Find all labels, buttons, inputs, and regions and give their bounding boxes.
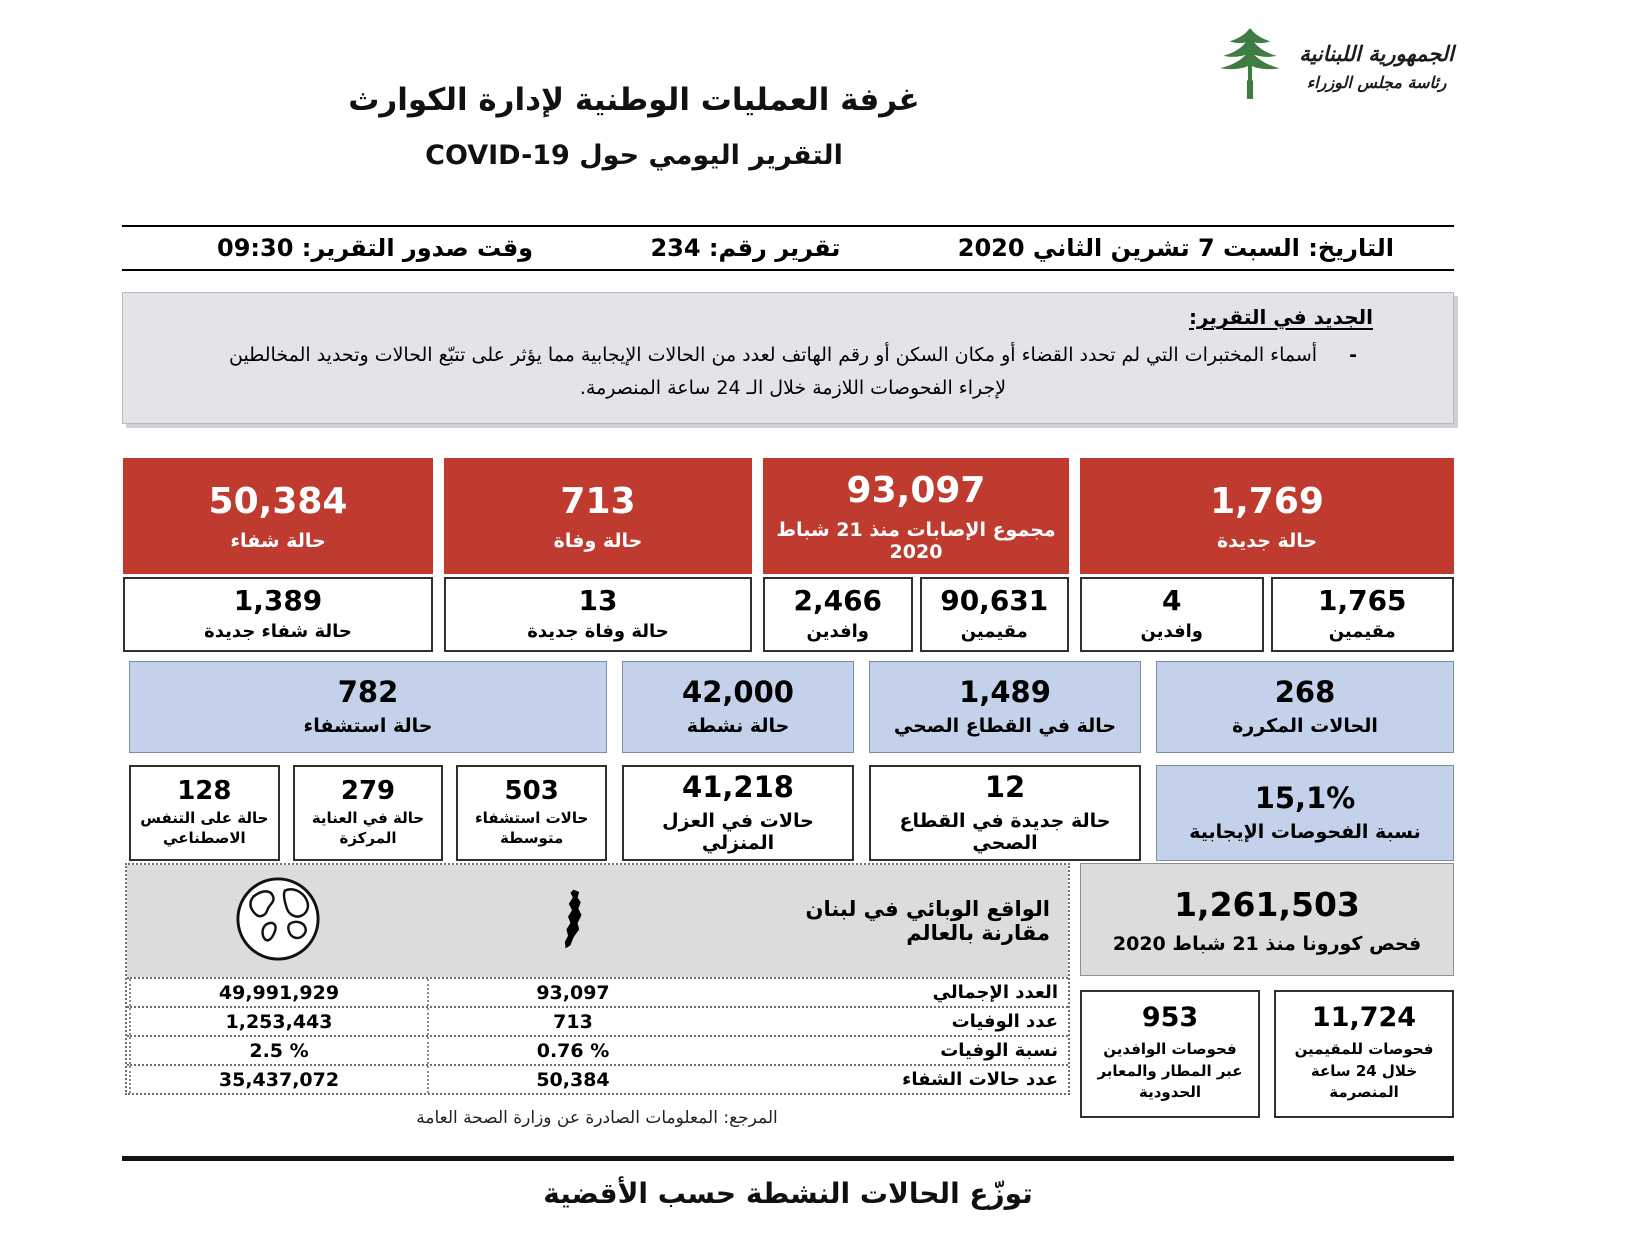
stat-label: حالة في القطاع الصحي <box>893 714 1117 737</box>
table-row-total <box>127 977 1068 1006</box>
hospitalized-cases-box <box>129 661 607 753</box>
deaths-header <box>444 458 752 574</box>
row-label: عدد حالات الشفاء <box>902 1069 1058 1090</box>
stat-label: مقيمين <box>1328 621 1396 642</box>
stat-value: 50,384 <box>208 480 348 522</box>
stat-value: 268 <box>1274 675 1336 710</box>
new-cases-breakdown <box>1080 577 1454 652</box>
stat-value: 13 <box>578 584 618 617</box>
world-value: 2.5 % <box>129 1037 427 1064</box>
table-row-recoveries <box>127 1064 1068 1093</box>
world-comparison-table <box>125 863 1070 1095</box>
total-cases-header <box>763 458 1069 574</box>
total-tests-box <box>1080 863 1454 976</box>
home-isolation-box <box>622 765 854 861</box>
world-value: 49,991,929 <box>129 979 427 1006</box>
world-value: 35,437,072 <box>129 1066 427 1093</box>
logo-line-presidency: رئاسة مجلس الوزراء <box>1306 72 1447 92</box>
stat-label: وافدين <box>806 621 869 642</box>
row-label: عدد الوفيات <box>951 1011 1058 1032</box>
stat-label: حالة وفاة جديدة <box>527 621 669 642</box>
stat-label: حالة نشطة <box>686 714 790 737</box>
stat-value: 503 <box>504 776 559 806</box>
stat-label: حالات استشفاء متوسطة <box>475 809 589 847</box>
moderate-hospitalization-cell <box>456 765 607 861</box>
stat-label: حالة شفاء جديدة <box>204 621 352 642</box>
card-new-cases <box>1080 458 1454 652</box>
repeated-cases-box <box>1156 661 1454 753</box>
stat-value: 1,261,503 <box>1174 884 1360 924</box>
positive-rate-box <box>1156 765 1454 861</box>
logo-line-republic: الجمهورية اللبنانية <box>1299 40 1454 66</box>
stat-value: 713 <box>560 480 636 522</box>
stat-label: حالة وفاة <box>553 529 643 552</box>
logo-calligraphy <box>1299 41 1454 92</box>
total-cases-breakdown <box>763 577 1069 652</box>
resident-tests-box <box>1274 990 1454 1118</box>
lebanon-value: 0.76 % <box>427 1037 717 1064</box>
reference-note: المرجع: المعلومات الصادرة عن وزارة الصحة العامة <box>416 1108 778 1128</box>
world-comparison-column <box>124 863 1070 1128</box>
stat-value: 11,724 <box>1311 1001 1417 1033</box>
stat-value: 41,218 <box>682 770 794 805</box>
residents-cell <box>920 577 1070 652</box>
icu-cell <box>293 765 444 861</box>
cedar-tree-icon <box>1217 26 1283 106</box>
stat-value: 782 <box>337 675 399 710</box>
bullet-dash: - <box>1349 344 1358 366</box>
lebanon-map-icon <box>557 888 587 954</box>
report-header <box>122 0 1454 205</box>
stat-label: حالة في العناية المركزة <box>311 809 425 847</box>
new-deaths-cell <box>444 577 752 652</box>
new-in-report-title: الجديد في التقرير: <box>1189 305 1373 329</box>
stat-value: 953 <box>1141 1001 1199 1033</box>
stat-label: حالة على التنفس الاصطناعي <box>140 809 269 847</box>
stat-value: 12 <box>984 770 1026 805</box>
stat-value: 90,631 <box>940 584 1049 617</box>
report-date: التاريخ: السبت 7 تشرين الثاني 2020 <box>957 234 1394 262</box>
stat-value: 4 <box>1162 584 1182 617</box>
new-recoveries-cell <box>123 577 433 652</box>
recoveries-breakdown <box>123 577 433 652</box>
stat-label: نسبة الفحوصات الإيجابية <box>1189 820 1421 843</box>
world-table-header <box>127 865 1068 977</box>
stat-value: 93,097 <box>846 469 986 511</box>
health-sector-cases-box <box>869 661 1141 753</box>
secondary-stat-grid <box>122 661 1454 861</box>
stat-label: حالة جديدة في القطاع الصحي <box>899 809 1111 854</box>
stat-label: حالة شفاء <box>230 529 326 552</box>
page-subtitle: التقرير اليومي حول COVID-19 <box>425 140 843 171</box>
stat-label: مجموع الإصابات منذ 21 شباط 2020 <box>776 518 1056 563</box>
arrivals-cell <box>763 577 913 652</box>
new-in-report-bullet <box>183 339 1373 406</box>
lebanon-column-header <box>427 865 717 977</box>
table-row-death-rate <box>127 1035 1068 1064</box>
card-recoveries <box>123 458 433 652</box>
world-value: 1,253,443 <box>129 1008 427 1035</box>
world-column-header <box>129 865 427 977</box>
stat-label: حالة جديدة <box>1216 529 1318 552</box>
lebanon-value: 50,384 <box>427 1066 717 1093</box>
page-title: غرفة العمليات الوطنية لإدارة الكوارث <box>348 82 920 118</box>
stat-value: 1,769 <box>1210 480 1324 522</box>
report-content <box>122 0 1454 1210</box>
new-health-sector-cases-box <box>869 765 1141 861</box>
stat-value: 128 <box>177 776 232 806</box>
stat-value: 15,1% <box>1254 781 1356 816</box>
new-in-report-box <box>122 292 1454 424</box>
arrivals-cell <box>1080 577 1264 652</box>
arrival-tests-box <box>1080 990 1260 1118</box>
recoveries-header <box>123 458 433 574</box>
stat-value: 1,389 <box>233 584 323 617</box>
hospitalization-breakdown <box>129 765 607 861</box>
stat-value: 1,489 <box>959 675 1051 710</box>
stat-label: وافدين <box>1140 621 1203 642</box>
table-row-deaths <box>127 1006 1068 1035</box>
stat-label: فحوصات للمقيمين خلال 24 ساعة المنصرمة <box>1294 1039 1434 1102</box>
bullet-text: أسماء المختبرات التي لم تحدد القضاء أو مكان السكن أو رقم الهاتف لعدد من الحالات الإيجابية مما يؤثر على تتبّع الحالات وتحديد المخالطين لإجراء الفحوصات اللازمة خلال الـ 24 ساعة المنصرمة. <box>228 344 1318 400</box>
stat-label: فحص كورونا منذ 21 شباط 2020 <box>1112 932 1422 955</box>
tests-breakdown-row <box>1080 990 1454 1118</box>
active-cases-box <box>622 661 854 753</box>
footer-section-title: توزّع الحالات النشطة حسب الأقضية <box>543 1177 1033 1210</box>
stat-value: 279 <box>340 776 396 806</box>
stat-value: 1,765 <box>1317 584 1407 617</box>
new-cases-header <box>1080 458 1454 574</box>
report-time: وقت صدور التقرير: 09:30 <box>217 234 534 262</box>
globe-icon <box>234 875 322 967</box>
lebanon-value: 713 <box>427 1008 717 1035</box>
deaths-breakdown <box>444 577 752 652</box>
title-block <box>274 82 994 171</box>
stat-label: الحالات المكررة <box>1232 714 1378 737</box>
stat-label: حالة استشفاء <box>303 714 433 737</box>
card-deaths <box>444 458 752 652</box>
card-total-cases <box>763 458 1069 652</box>
row-label: نسبة الوفيات <box>940 1040 1058 1061</box>
section-divider <box>122 1156 1454 1161</box>
ventilator-cell <box>129 765 280 861</box>
main-stat-cards <box>122 458 1454 652</box>
world-table-title: الواقع الوبائي في لبنان مقارنة بالعالم <box>805 897 1050 945</box>
stat-value: 42,000 <box>682 675 794 710</box>
report-number: تقرير رقم: 234 <box>650 234 841 262</box>
lebanon-value: 93,097 <box>427 979 717 1006</box>
stat-label: حالات في العزل المنزلي <box>662 809 814 854</box>
stat-label: مقيمين <box>960 621 1028 642</box>
stat-value: 2,466 <box>793 584 883 617</box>
report-meta-bar <box>122 225 1454 271</box>
residents-cell <box>1271 577 1455 652</box>
row-label: العدد الإجمالي <box>932 982 1058 1003</box>
lebanon-government-logo <box>1217 26 1454 106</box>
stat-label: فحوصات الوافدين عبر المطار والمعابر الحدودية <box>1097 1039 1243 1102</box>
bottom-section <box>122 863 1454 1128</box>
tests-column <box>1080 863 1454 1118</box>
